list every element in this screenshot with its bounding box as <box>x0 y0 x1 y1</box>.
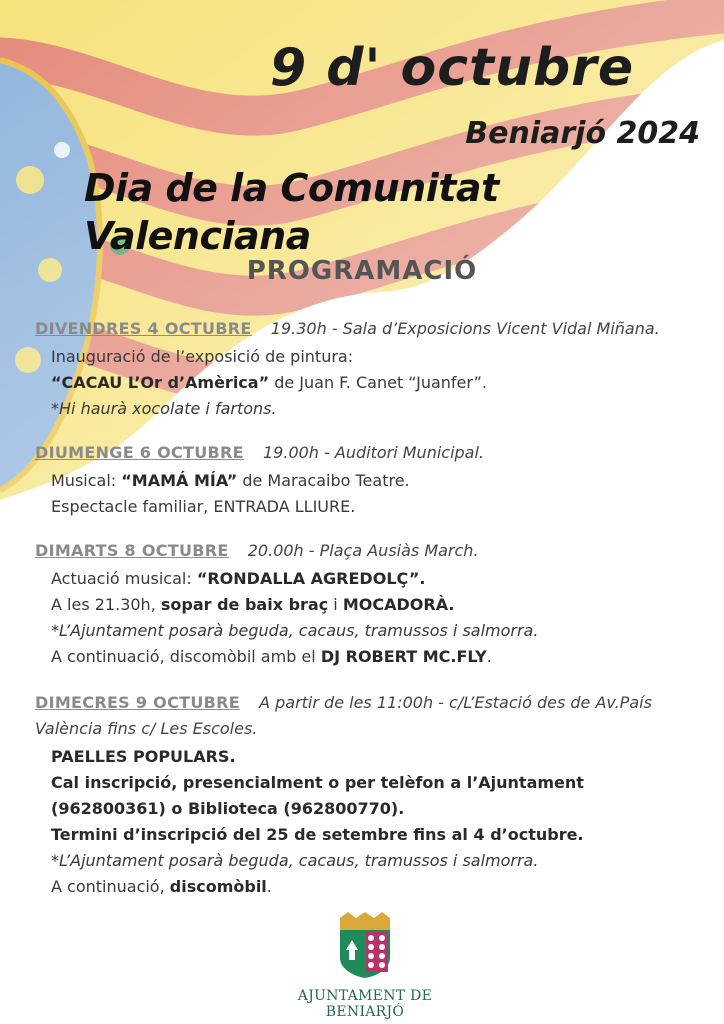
detail-text: de Maracaibo Teatre. <box>237 471 410 490</box>
detail-text: Actuació musical: <box>51 569 197 588</box>
detail-line: Inauguració de l’exposició de pintura: <box>51 347 354 366</box>
detail-text: i <box>328 595 343 614</box>
programme-heading <box>0 256 724 286</box>
exhibition-title: “CACAU L’Or d’Amèrica” <box>51 373 270 392</box>
detail-text: A continuació, discomòbil amb el <box>51 647 321 666</box>
detail-line <box>51 370 695 396</box>
event-location-cont: València fins c/ Les Escoles. <box>35 719 258 738</box>
detail-line: Espectacle familiar, ENTRADA LLIURE. <box>51 497 356 516</box>
programme-heading-text: PROGRAMACIÓ <box>246 256 478 286</box>
coat-of-arms-icon <box>330 910 400 980</box>
event-details <box>35 344 695 422</box>
detail-line <box>51 566 695 592</box>
event-header <box>35 440 695 466</box>
event-date: DIUMENGE 6 OCTUBRE <box>35 443 244 462</box>
detail-line: Termini d’inscripció del 25 de setembre fins al 4 d’octubre. <box>51 825 584 844</box>
town-hall-logo <box>270 910 460 1020</box>
event-title: 9 d' octubre <box>270 38 635 98</box>
event-header <box>35 316 695 342</box>
event-location: 20.00h - Plaça Ausiàs March. <box>247 541 479 560</box>
event-subtitle: Dia de la Comunitat Valenciana <box>84 166 499 258</box>
detail-text: Musical: <box>51 471 122 490</box>
detail-note: *L’Ajuntament posarà beguda, cacaus, tramussos i salmorra. <box>51 621 539 640</box>
detail-line: PAELLES POPULARS. <box>51 747 236 766</box>
detail-line: Cal inscripció, presencialment o per telèfon a l’Ajuntament <box>51 773 584 792</box>
detail-text: . <box>266 877 272 896</box>
detail-line <box>51 592 695 618</box>
detail-text: A continuació, <box>51 877 170 896</box>
detail-text: A les 21.30h, <box>51 595 161 614</box>
detail-line <box>51 468 695 494</box>
detail-text: . <box>486 647 492 666</box>
detail-line <box>51 644 695 670</box>
disco-label: discomòbil <box>169 877 267 896</box>
detail-line <box>51 874 695 900</box>
event-sunday <box>35 440 695 520</box>
place-year: Beniarjó 2024 <box>465 116 700 151</box>
event-header <box>35 690 695 716</box>
band-name: “RONDALLA AGREDOLÇ”. <box>196 569 426 588</box>
event-header <box>35 538 695 564</box>
event-details <box>35 566 695 670</box>
event-details <box>35 744 695 900</box>
logo-caption: AJUNTAMENT DE BENIARJÓ <box>297 988 433 1020</box>
detail-text: de Juan F. Canet “Juanfer”. <box>269 373 487 392</box>
event-location: 19.00h - Auditori Municipal. <box>263 443 485 462</box>
event-tuesday <box>35 538 695 670</box>
event-friday <box>35 316 695 422</box>
detail-line: (962800361) o Biblioteca (962800770). <box>51 799 405 818</box>
event-location: 19.30h - Sala d’Exposicions Vicent Vidal Miñana. <box>270 319 660 338</box>
detail-note: *Hi haurà xocolate i fartons. <box>51 399 277 418</box>
mocadora-label: MOCADORÀ. <box>342 595 455 614</box>
show-title: “MAMÁ MÍA” <box>121 471 238 490</box>
event-date: DIMECRES 9 OCTUBRE <box>35 693 240 712</box>
event-date: DIMARTS 8 OCTUBRE <box>35 541 229 560</box>
event-details <box>35 468 695 520</box>
event-wednesday <box>35 690 695 900</box>
dinner-label: sopar de baix braç <box>160 595 329 614</box>
event-date: DIVENDRES 4 OCTUBRE <box>35 319 252 338</box>
detail-note: *L’Ajuntament posarà beguda, cacaus, tramussos i salmorra. <box>51 851 539 870</box>
dj-name: DJ ROBERT MC.FLY <box>320 647 487 666</box>
event-location: A partir de les 11:00h - c/L’Estació des de Av.País <box>259 693 652 712</box>
